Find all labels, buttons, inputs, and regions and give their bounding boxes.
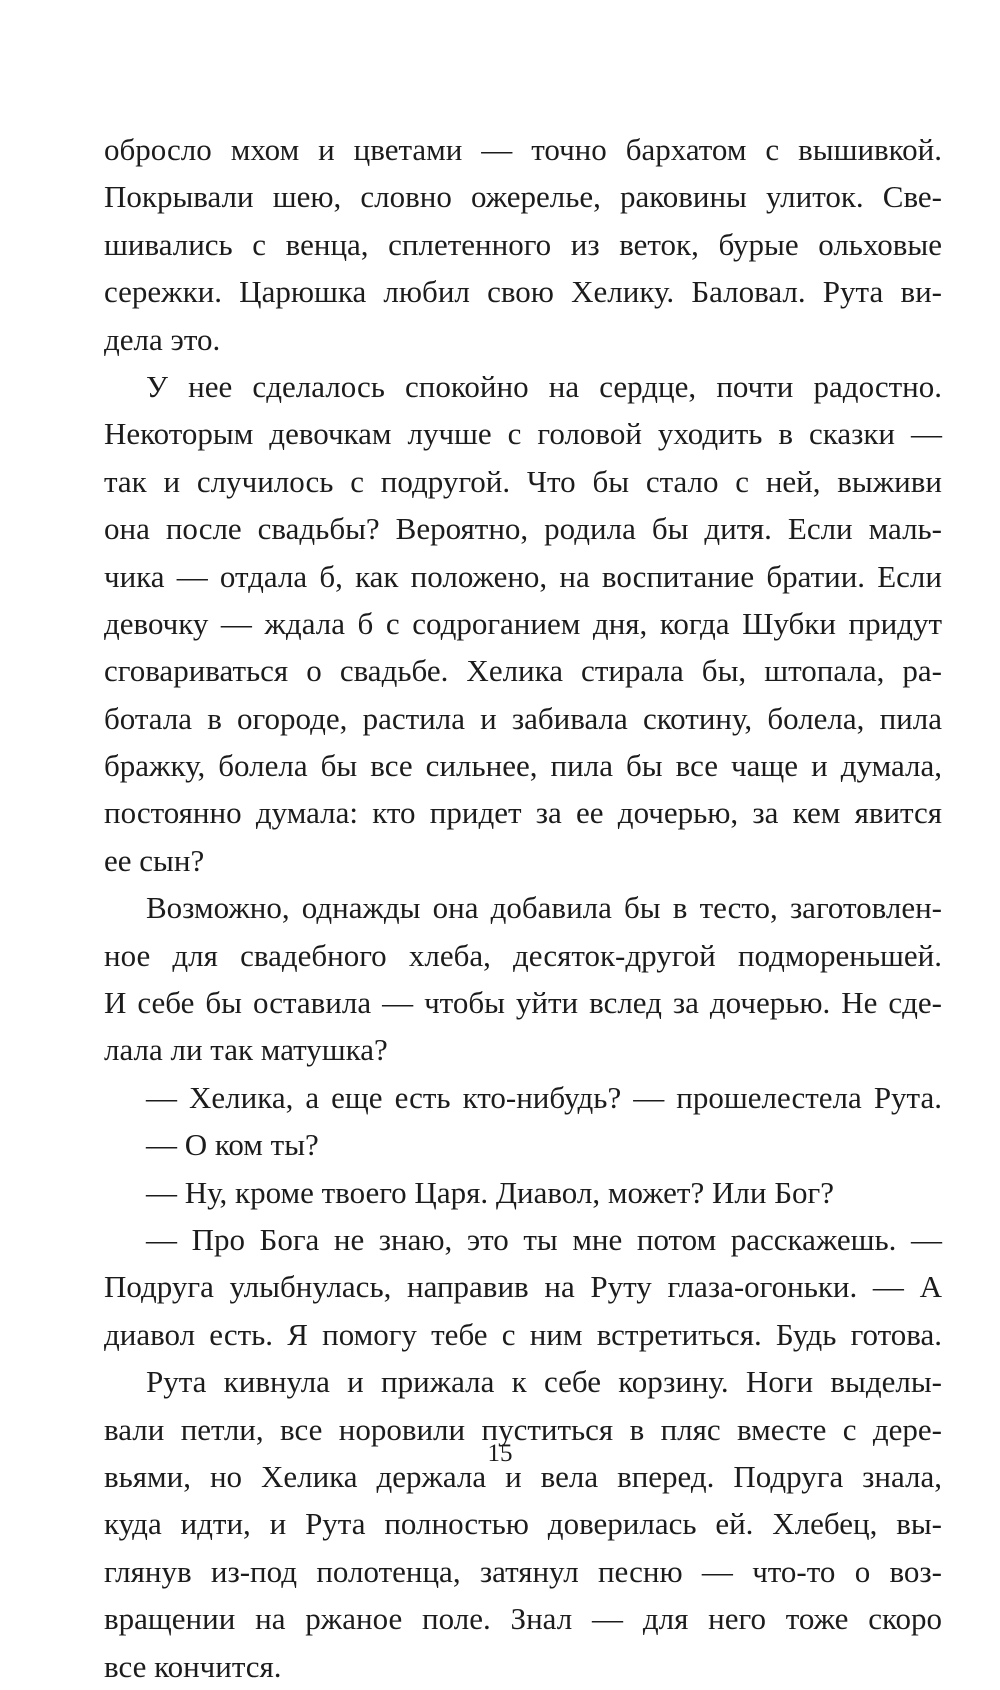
page-number: 15 — [487, 1440, 513, 1467]
dialogue-line: — Хелика, а еще есть кто-нибудь? — прошелестела Рута. — [146, 1079, 942, 1115]
text-line: вьями, но Хелика держала и вела вперед. Подруга знала, — [104, 1458, 942, 1494]
text-line: бражку, болела бы все сильнее, пила бы все чаще и думала, — [104, 748, 942, 784]
text-line: чика — отдала б, как положено, на воспитание братии. Если — [104, 558, 942, 594]
dialogue-line: — Про Бога не знаю, это ты мне потом расскажешь. — — [146, 1221, 942, 1257]
text-line: лала ли так матушка? — [104, 1032, 388, 1068]
text-line: вращении на ржаное поле. Знал — для него тоже скоро — [104, 1601, 942, 1637]
paragraph-first-line: Рута кивнула и прижала к себе корзину. Ноги выделы- — [146, 1364, 942, 1400]
text-line: Подруга улыбнулась, направив на Руту глаза-огоньки. — А — [104, 1269, 942, 1305]
text-line: Некоторым девочкам лучше с головой уходить в сказки — — [104, 416, 942, 452]
text-line: девочку — ждала б с содроганием дня, когда Шубки придут — [104, 605, 942, 641]
text-line: так и случилось с подругой. Что бы стало с ней, выживи — [104, 463, 942, 499]
text-line: ное для свадебного хлеба, десяток-другой подмореньшей. — [104, 937, 942, 973]
dialogue-line: — Ну, кроме твоего Царя. Диавол, может? Или Бог? — [146, 1174, 834, 1210]
paragraph-first-line: У нее сделалось спокойно на сердце, почти радостно. — [146, 368, 942, 404]
text-line: Покрывали шею, словно ожерелье, раковины улиток. Све- — [104, 179, 942, 215]
dialogue-line: — О ком ты? — [146, 1127, 319, 1163]
text-line: шивались с венца, сплетенного из веток, бурые ольховые — [104, 226, 942, 262]
text-line: обросло мхом и цветами — точно бархатом с вышивкой. — [104, 132, 942, 167]
text-line: куда идти, и Рута полностью доверилась ей. Хлебец, вы- — [104, 1506, 942, 1542]
text-line: дела это. — [104, 321, 221, 357]
text-line: И себе бы оставила — чтобы уйти вслед за дочерью. Не сде- — [104, 985, 942, 1021]
text-line: ее сын? — [104, 842, 205, 878]
paragraph-first-line: Возможно, однажды она добавила бы в тесто, заготовлен- — [146, 890, 942, 926]
text-line: глянув из-под полотенца, затянул песню — что-то о воз- — [104, 1553, 942, 1589]
text-line: она после свадьбы? Вероятно, родила бы дитя. Если маль- — [104, 511, 942, 547]
text-line: вали петли, все норовили пуститься в пляс вместе с дере- — [104, 1411, 942, 1447]
text-line: все кончится. — [104, 1648, 282, 1684]
text-line: сговариваться о свадьбе. Хелика стирала бы, штопала, ра- — [104, 653, 942, 689]
text-line: сережки. Царюшка любил свою Хелику. Баловал. Рута ви- — [104, 274, 942, 310]
text-line: диавол есть. Я помогу тебе с ним встретиться. Будь готова. — [104, 1316, 942, 1352]
text-line: постоянно думала: кто придет за ее дочерью, за кем явится — [104, 795, 942, 831]
text-line: ботала в огороде, растила и забивала скотину, болела, пила — [104, 700, 942, 736]
